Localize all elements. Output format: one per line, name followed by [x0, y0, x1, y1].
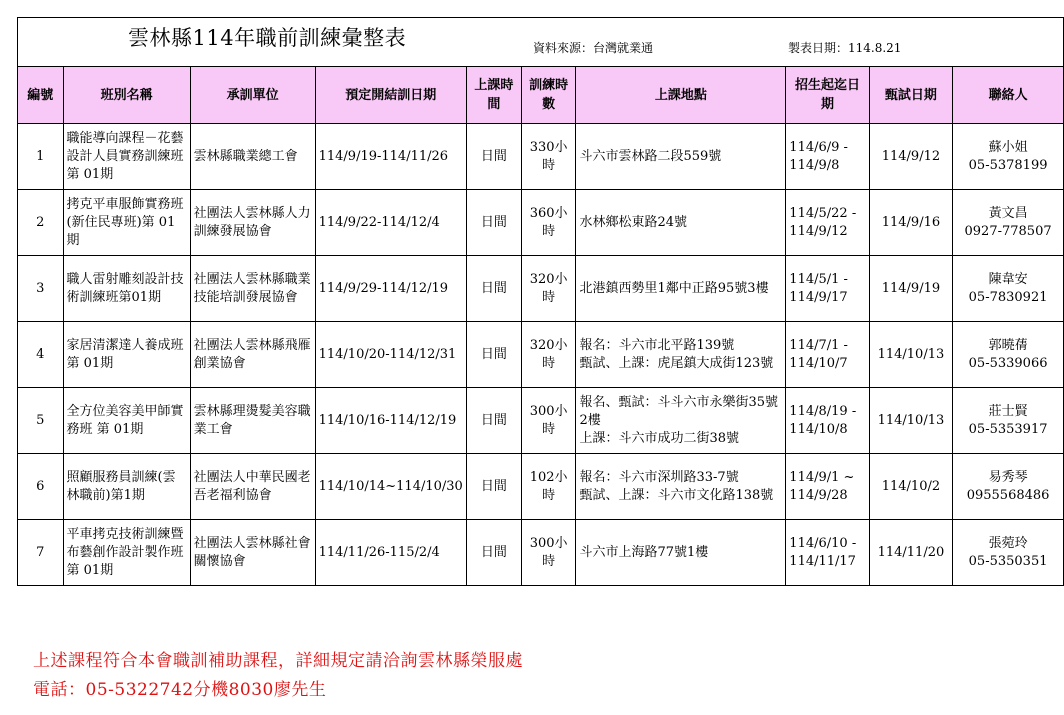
row-period-text: 114/10/16-114/12/19 [318, 412, 457, 428]
row-no-text: 7 [36, 544, 45, 560]
footer-phone: 電話：05-5322742分機8030廖先生 [33, 680, 327, 700]
row-period [315, 190, 466, 256]
row-class-name-text: 拷克平車服飾實務班(新住民專班)第 01期 [66, 196, 184, 248]
header-exam: 甄試日期 [869, 67, 952, 124]
row-hours [521, 520, 576, 586]
row-no [18, 388, 64, 454]
row-unit [190, 322, 315, 388]
row-period-text: 114/9/22-114/12/4 [318, 214, 440, 230]
contact-phone: 05-5353917 [968, 421, 1048, 437]
row-class-time-text: 日間 [480, 412, 507, 428]
row-address-text: 斗六市雲林路二段559號 [579, 148, 722, 164]
row-hours-text: 330小時 [529, 139, 568, 173]
contact-name: 莊士賢 [988, 403, 1028, 419]
row-no-text: 6 [36, 478, 45, 494]
contact-name: 陳韋安 [988, 271, 1028, 287]
row-class-time [466, 322, 521, 388]
row-period [315, 520, 466, 586]
made-date: 製表日期：114.8.21 [788, 41, 902, 55]
table-row [18, 322, 1064, 388]
row-unit [190, 454, 315, 520]
row-class-name [63, 454, 190, 520]
row-enroll-text: 114/7/1 - 114/10/7 [789, 337, 848, 371]
row-enroll-text: 114/8/19 - 114/10/8 [789, 403, 857, 437]
row-period [315, 124, 466, 190]
row-address-text: 斗六市上海路77號1樓 [579, 544, 709, 560]
row-unit-text: 社團法人雲林縣職業技能培訓發展協會 [193, 271, 311, 305]
row-class-name [63, 190, 190, 256]
row-contact [953, 190, 1064, 256]
row-period [315, 454, 466, 520]
row-enroll-text: 114/5/22 - 114/9/12 [789, 205, 857, 239]
header-class-time: 上課時間 [466, 67, 521, 124]
table-row [18, 124, 1064, 190]
row-address [576, 124, 786, 190]
row-enroll [786, 454, 869, 520]
row-period [315, 256, 466, 322]
row-no-text: 4 [36, 346, 45, 362]
row-enroll-text: 114/9/1 ~ 114/9/28 [789, 469, 855, 503]
row-address-text: 報名：斗六市北平路139號 甄試、上課：虎尾鎮大成街123號 [579, 337, 774, 371]
row-period [315, 388, 466, 454]
row-address [576, 520, 786, 586]
row-period-text: 114/9/29-114/12/19 [318, 280, 449, 296]
contact-name: 郭曉蒨 [988, 337, 1028, 353]
row-no-text: 2 [36, 214, 45, 230]
row-hours [521, 256, 576, 322]
row-hours-text: 300小時 [529, 535, 568, 569]
contact-phone: 05-5378199 [968, 157, 1048, 173]
row-enroll [786, 190, 869, 256]
contact-phone: 0927-778507 [964, 223, 1052, 239]
training-summary-table [17, 17, 1064, 586]
row-enroll-text: 114/6/10 - 114/11/17 [789, 535, 857, 569]
header-period: 預定開結訓日期 [315, 67, 466, 124]
row-no [18, 454, 64, 520]
row-class-name [63, 322, 190, 388]
row-unit-text: 社團法人中華民國老吾老福利協會 [193, 469, 311, 503]
header-contact: 聯絡人 [953, 67, 1064, 124]
row-unit [190, 190, 315, 256]
row-contact [953, 520, 1064, 586]
contact-phone: 05-5350351 [968, 553, 1048, 569]
row-class-name-text: 職能導向課程－花藝設計人員實務訓練班第 01期 [66, 130, 184, 182]
row-hours [521, 454, 576, 520]
row-no [18, 190, 64, 256]
row-address [576, 454, 786, 520]
row-unit [190, 124, 315, 190]
header-no: 編號 [18, 67, 64, 124]
row-unit [190, 256, 315, 322]
table-row [18, 454, 1064, 520]
row-no-text: 3 [36, 280, 45, 296]
row-class-name [63, 388, 190, 454]
row-class-time-text: 日間 [480, 280, 507, 296]
header-address: 上課地點 [576, 67, 786, 124]
row-exam [869, 124, 952, 190]
row-no-text: 1 [36, 148, 45, 164]
contact-name: 張菀玲 [988, 535, 1028, 551]
row-address-text: 報名、甄試：斗斗六市永樂街35號2樓 上課：斗六市成功二街38號 [579, 394, 779, 446]
row-enroll [786, 124, 869, 190]
table-row [18, 190, 1064, 256]
footer-note: 上述課程符合本會職訓補助課程，詳細規定請洽詢雲林縣榮服處 [33, 651, 523, 671]
row-class-time-text: 日間 [480, 148, 507, 164]
row-exam-text: 114/11/20 [877, 544, 945, 560]
row-exam [869, 388, 952, 454]
row-unit-text: 社團法人雲林縣人力訓練發展協會 [193, 205, 311, 239]
row-exam-text: 114/10/13 [877, 346, 945, 362]
row-class-time-text: 日間 [480, 214, 507, 230]
row-no [18, 322, 64, 388]
row-enroll-text: 114/6/9 - 114/9/8 [789, 139, 848, 173]
row-enroll [786, 520, 869, 586]
row-unit [190, 388, 315, 454]
row-contact [953, 124, 1064, 190]
row-hours-text: 360小時 [529, 205, 568, 239]
row-class-time-text: 日間 [480, 478, 507, 494]
row-period-text: 114/9/19-114/11/26 [318, 148, 449, 164]
row-hours-text: 320小時 [529, 337, 568, 371]
row-no [18, 124, 64, 190]
row-exam [869, 454, 952, 520]
row-exam [869, 190, 952, 256]
data-source: 資料來源：台灣就業通 [533, 41, 654, 55]
row-enroll [786, 322, 869, 388]
row-enroll [786, 256, 869, 322]
row-contact [953, 388, 1064, 454]
row-unit-text: 雲林縣理燙髮美容職業工會 [193, 403, 311, 437]
row-address-text: 水林鄉松東路24號 [579, 214, 688, 230]
row-address [576, 256, 786, 322]
row-period [315, 322, 466, 388]
row-hours-text: 102小時 [529, 469, 568, 503]
row-unit [190, 520, 315, 586]
row-period-text: 114/11/26-115/2/4 [318, 544, 440, 560]
row-hours [521, 322, 576, 388]
contact-name: 黃文昌 [988, 205, 1028, 221]
row-address [576, 322, 786, 388]
row-period-text: 114/10/20-114/12/31 [318, 346, 457, 362]
row-exam-text: 114/10/13 [877, 412, 945, 428]
row-no [18, 256, 64, 322]
row-exam-text: 114/9/19 [881, 280, 941, 296]
row-hours [521, 388, 576, 454]
row-hours-text: 320小時 [529, 271, 568, 305]
row-class-name-text: 家居清潔達人養成班 第 01期 [66, 337, 184, 371]
row-exam [869, 322, 952, 388]
row-class-time [466, 190, 521, 256]
row-hours [521, 190, 576, 256]
row-exam [869, 520, 952, 586]
row-address-text: 北港鎮西勢里1鄰中正路95號3樓 [579, 280, 769, 296]
row-class-time [466, 454, 521, 520]
table-row [18, 256, 1064, 322]
contact-phone: 05-7830921 [968, 289, 1048, 305]
table-row [18, 388, 1064, 454]
header-row [18, 67, 1064, 124]
row-class-time [466, 388, 521, 454]
row-hours-text: 300小時 [529, 403, 568, 437]
title-row [18, 18, 1064, 67]
row-no [18, 520, 64, 586]
row-exam [869, 256, 952, 322]
row-class-name-text: 全方位美容美甲師實務班 第 01期 [66, 403, 184, 437]
contact-name: 蘇小姐 [988, 139, 1028, 155]
title-cell [18, 18, 1064, 67]
row-no-text: 5 [36, 412, 45, 428]
row-class-time-text: 日間 [480, 346, 507, 362]
row-address [576, 388, 786, 454]
row-contact [953, 256, 1064, 322]
row-class-name-text: 平車拷克技術訓練暨布藝創作設計製作班 第 01期 [66, 526, 184, 578]
row-class-name [63, 124, 190, 190]
row-class-time [466, 256, 521, 322]
header-unit: 承訓單位 [190, 67, 315, 124]
row-enroll [786, 388, 869, 454]
contact-name: 易秀琴 [988, 469, 1028, 485]
header-hours: 訓練時數 [521, 67, 576, 124]
row-address-text: 報名：斗六市深圳路33-7號 甄試、上課：斗六市文化路138號 [579, 469, 774, 503]
row-contact [953, 454, 1064, 520]
header-class-name: 班別名稱 [63, 67, 190, 124]
row-class-name-text: 照顧服務員訓練(雲林職前)第1期 [66, 469, 176, 503]
row-class-time [466, 520, 521, 586]
contact-phone: 0955568486 [966, 487, 1050, 503]
row-unit-text: 社團法人雲林縣社會關懷協會 [193, 535, 311, 569]
row-period-text: 114/10/14~114/10/30 [318, 478, 463, 494]
row-unit-text: 雲林縣職業總工會 [193, 148, 298, 164]
row-class-name [63, 520, 190, 586]
page-title: 雲林縣114年職前訓練彙整表 [128, 26, 407, 50]
row-exam-text: 114/10/2 [881, 478, 941, 494]
row-class-name [63, 256, 190, 322]
row-exam-text: 114/9/16 [881, 214, 941, 230]
row-address [576, 190, 786, 256]
row-class-time-text: 日間 [480, 544, 507, 560]
row-enroll-text: 114/5/1 - 114/9/17 [789, 271, 848, 305]
contact-phone: 05-5339066 [968, 355, 1048, 371]
row-contact [953, 322, 1064, 388]
row-class-name-text: 職人雷射雕刻設計技術訓練班第01期 [66, 271, 184, 305]
row-class-time [466, 124, 521, 190]
header-enroll: 招生起迄日期 [786, 67, 869, 124]
row-exam-text: 114/9/12 [881, 148, 941, 164]
table-row [18, 520, 1064, 586]
row-unit-text: 社團法人雲林縣飛雁創業協會 [193, 337, 311, 371]
row-hours [521, 124, 576, 190]
